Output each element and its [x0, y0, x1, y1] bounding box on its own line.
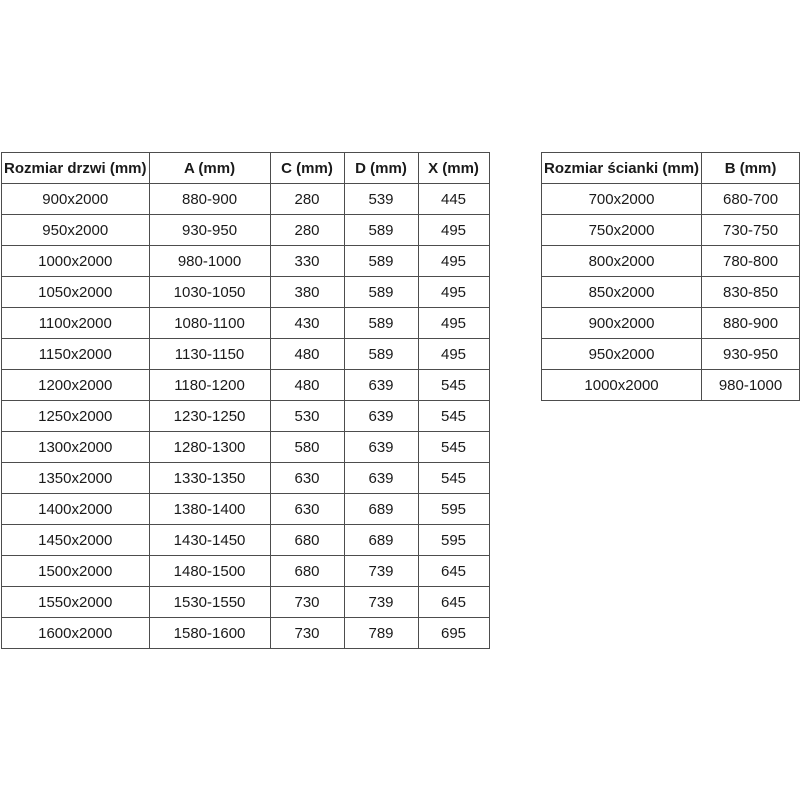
table-cell: 430 — [270, 308, 344, 339]
table-cell: 1500x2000 — [2, 556, 150, 587]
table-row — [2, 401, 490, 432]
table-cell: 380 — [270, 277, 344, 308]
table-row — [542, 184, 800, 215]
table-cell: 630 — [270, 494, 344, 525]
table-cell: 1600x2000 — [2, 618, 150, 649]
table-cell: 545 — [418, 432, 489, 463]
column-header: B (mm) — [702, 153, 800, 184]
table-cell: 545 — [418, 370, 489, 401]
table-cell: 580 — [270, 432, 344, 463]
table-cell: 689 — [344, 494, 418, 525]
table-row — [2, 277, 490, 308]
table-row — [2, 463, 490, 494]
table-cell: 1580-1600 — [149, 618, 270, 649]
table-cell: 739 — [344, 587, 418, 618]
table-cell: 445 — [418, 184, 489, 215]
table-cell: 645 — [418, 587, 489, 618]
table-cell: 1000x2000 — [542, 370, 702, 401]
table-cell: 1130-1150 — [149, 339, 270, 370]
table-cell: 700x2000 — [542, 184, 702, 215]
table-cell: 880-900 — [149, 184, 270, 215]
table-row — [2, 587, 490, 618]
table-cell: 750x2000 — [542, 215, 702, 246]
table-cell: 695 — [418, 618, 489, 649]
table-cell: 950x2000 — [542, 339, 702, 370]
table-cell: 980-1000 — [149, 246, 270, 277]
table-cell: 930-950 — [149, 215, 270, 246]
table-cell: 280 — [270, 184, 344, 215]
table-cell: 1430-1450 — [149, 525, 270, 556]
table-cell: 530 — [270, 401, 344, 432]
column-header: D (mm) — [344, 153, 418, 184]
table-cell: 495 — [418, 215, 489, 246]
column-header: C (mm) — [270, 153, 344, 184]
table-cell: 645 — [418, 556, 489, 587]
table-cell: 730-750 — [702, 215, 800, 246]
table-row — [2, 494, 490, 525]
table-cell: 1550x2000 — [2, 587, 150, 618]
table-cell: 789 — [344, 618, 418, 649]
column-header: Rozmiar ścianki (mm) — [542, 153, 702, 184]
table-cell: 495 — [418, 308, 489, 339]
table-row — [2, 184, 490, 215]
table-cell: 900x2000 — [2, 184, 150, 215]
table-row — [2, 308, 490, 339]
table-cell: 800x2000 — [542, 246, 702, 277]
table-cell: 639 — [344, 370, 418, 401]
table-cell: 1380-1400 — [149, 494, 270, 525]
table-cell: 1480-1500 — [149, 556, 270, 587]
table-cell: 495 — [418, 246, 489, 277]
table-cell: 739 — [344, 556, 418, 587]
table-cell: 589 — [344, 339, 418, 370]
table-cell: 1080-1100 — [149, 308, 270, 339]
table-cell: 730 — [270, 618, 344, 649]
table-row — [542, 246, 800, 277]
table-cell: 280 — [270, 215, 344, 246]
table-cell: 545 — [418, 401, 489, 432]
table-cell: 1450x2000 — [2, 525, 150, 556]
table-cell: 495 — [418, 339, 489, 370]
table-cell: 639 — [344, 401, 418, 432]
table-cell: 545 — [418, 463, 489, 494]
table-cell: 1100x2000 — [2, 308, 150, 339]
table-cell: 730 — [270, 587, 344, 618]
table-cell: 595 — [418, 525, 489, 556]
table-cell: 589 — [344, 215, 418, 246]
table-row — [542, 277, 800, 308]
table-cell: 330 — [270, 246, 344, 277]
table-row — [542, 308, 800, 339]
table-cell: 850x2000 — [542, 277, 702, 308]
table-cell: 480 — [270, 339, 344, 370]
table-cell: 480 — [270, 370, 344, 401]
table-cell: 680 — [270, 556, 344, 587]
header-row — [2, 153, 490, 184]
table-row — [542, 370, 800, 401]
table-cell: 900x2000 — [542, 308, 702, 339]
table-cell: 630 — [270, 463, 344, 494]
table-row — [2, 556, 490, 587]
table-row — [2, 339, 490, 370]
table-cell: 950x2000 — [2, 215, 150, 246]
table-row — [542, 215, 800, 246]
table-cell: 639 — [344, 432, 418, 463]
wall-size-table — [541, 152, 800, 401]
table-cell: 1200x2000 — [2, 370, 150, 401]
table-cell: 680 — [270, 525, 344, 556]
table-cell: 589 — [344, 246, 418, 277]
table-cell: 1230-1250 — [149, 401, 270, 432]
table-row — [2, 370, 490, 401]
table-cell: 930-950 — [702, 339, 800, 370]
table-cell: 880-900 — [702, 308, 800, 339]
table-cell: 1250x2000 — [2, 401, 150, 432]
table-cell: 780-800 — [702, 246, 800, 277]
table-cell: 1150x2000 — [2, 339, 150, 370]
table-cell: 589 — [344, 308, 418, 339]
table-cell: 1350x2000 — [2, 463, 150, 494]
table-cell: 830-850 — [702, 277, 800, 308]
table-cell: 689 — [344, 525, 418, 556]
table-row — [2, 618, 490, 649]
table-cell: 1000x2000 — [2, 246, 150, 277]
table-cell: 680-700 — [702, 184, 800, 215]
table-row — [2, 246, 490, 277]
table-cell: 980-1000 — [702, 370, 800, 401]
table-cell: 1300x2000 — [2, 432, 150, 463]
table-cell: 1530-1550 — [149, 587, 270, 618]
table-cell: 1400x2000 — [2, 494, 150, 525]
table-cell: 1330-1350 — [149, 463, 270, 494]
table-row — [542, 339, 800, 370]
table-cell: 495 — [418, 277, 489, 308]
table-cell: 1280-1300 — [149, 432, 270, 463]
table-cell: 589 — [344, 277, 418, 308]
header-row — [542, 153, 800, 184]
table-cell: 1180-1200 — [149, 370, 270, 401]
table-cell: 539 — [344, 184, 418, 215]
door-size-table — [1, 152, 490, 649]
table-row — [2, 215, 490, 246]
table-cell: 1030-1050 — [149, 277, 270, 308]
table-cell: 1050x2000 — [2, 277, 150, 308]
column-header: X (mm) — [418, 153, 489, 184]
table-cell: 595 — [418, 494, 489, 525]
table-row — [2, 432, 490, 463]
column-header: A (mm) — [149, 153, 270, 184]
column-header: Rozmiar drzwi (mm) — [2, 153, 150, 184]
table-row — [2, 525, 490, 556]
table-cell: 639 — [344, 463, 418, 494]
